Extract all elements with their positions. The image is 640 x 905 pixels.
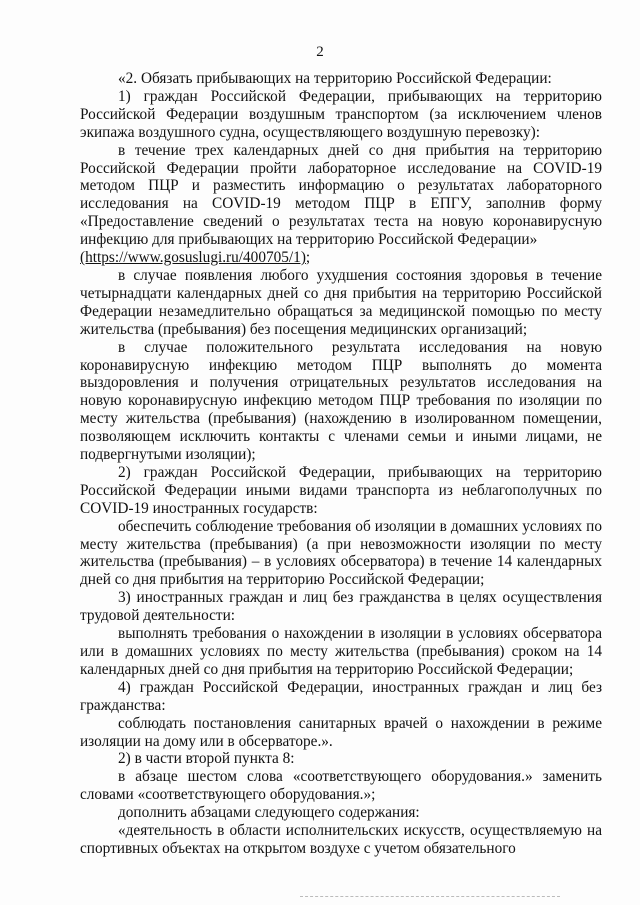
paragraph: выполнять требования о нахождении в изоляции в условиях обсерватора или в домашних условиях по месту жительства (пребывания) сроком на 14 календарных дней со дня прибытия на территорию Российской Федерации; [80,625,602,678]
paragraph: соблюдать постановления санитарных врачей о нахождении в режиме изоляции на дому или в обсерваторе.». [80,714,602,750]
paragraph: 2) граждан Российской Федерации, прибывающих на территорию Российской Федерации иными видами транспорта из неблагополучных по COVID-19 иностранных государств: [80,463,602,517]
paragraph: в течение трех календарных дней со дня прибытия на территорию Российской Федерации пройти лабораторное исследование на COVID-19 методом ПЦР и разместить информацию о результатах лабораторного исследования на COVID-19 методом ПЦР в ЕПГУ, заполнив форму «Предоставление сведений о результатах теста на новую коронавирусную инфекцию для прибывающих на территорию Российской Федерации» [80,141,602,249]
paragraph: дополнить абзацами следующего содержания: [118,804,420,822]
paragraph: 4) граждан Российской Федерации, иностранных граждан и лиц без гражданства: [80,678,602,714]
scan-edge-line [300,896,560,897]
paragraph: «деятельность в области исполнительских искусств, осуществляемую на спортивных объектах на открытом воздухе с учетом обязательного [80,822,602,857]
paragraph: обеспечить соблюдение требования об изоляции в домашних условиях по месту жительства (пребывания) (а при невозможности изоляции по месту жительства (пребывания) – в условиях обсерватора) в течение 14 календарных дней со дня прибытия на территорию Российской Федерации; [80,517,602,589]
gosuslugi-link[interactable]: (https://www.gosuslugi.ru/400705/1) [80,249,306,267]
paragraph: 3) иностранных граждан и лиц без гражданства в целях осуществления трудовой деятельности: [80,589,602,625]
link-paragraph [80,249,602,267]
paragraph: в абзаце шестом слова «соответствующего оборудования.» заменить словами «соответствующего оборудования.»; [80,768,602,804]
link-tail: ; [305,249,311,267]
document-body [80,70,602,858]
page-number: 2 [316,44,324,60]
paragraph: 2) в части второй пункта 8: [118,750,295,768]
paragraph: в случае положительного результата исследования на новую коронавирусную инфекцию методом ПЦР выполнять до момента выздоровления и получения отрицательных результатов исследования на новую коронавирусную инфекцию методом ПЦР требования по изоляции по месту жительства (пребывания) (нахождению в изолированном помещении, позволяющем исключить контакты с членами семьи и иными лицами, не подвергнутыми изоляции); [80,338,602,464]
paragraph: в случае появления любого ухудшения состояния здоровья в течение четырнадцати календарных дней со дня прибытия на территорию Российской Федерации незамедлительно обращаться за медицинской помощью по месту жительства (пребывания) без посещения медицинских организаций; [80,266,602,338]
paragraph: 1) граждан Российской Федерации, прибывающих на территорию Российской Федерации воздушным транспортом (за исключением членов экипажа воздушного судна, осуществляющего воздушную перевозку): [80,87,602,141]
paragraph: «2. Обязать прибывающих на территорию Российской Федерации: [118,70,552,87]
